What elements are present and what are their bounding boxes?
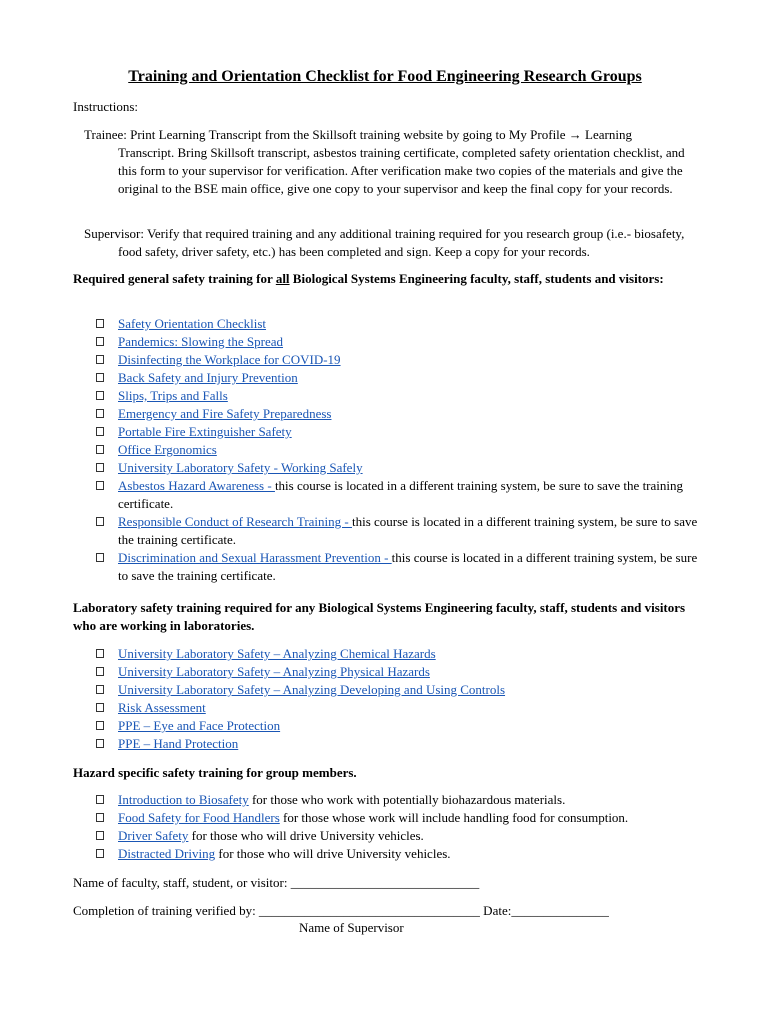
training-link[interactable]: Food Safety for Food Handlers xyxy=(118,810,280,825)
training-link[interactable]: PPE – Hand Protection xyxy=(118,736,239,751)
checkbox[interactable] xyxy=(96,355,104,364)
checkbox[interactable] xyxy=(96,703,104,712)
training-link[interactable]: University Laboratory Safety – Analyzing Physical Hazards xyxy=(118,664,430,679)
training-link[interactable]: Safety Orientation Checklist xyxy=(118,316,267,331)
checkbox[interactable] xyxy=(96,319,104,328)
checklist-item xyxy=(95,333,700,351)
checkbox[interactable] xyxy=(96,831,104,840)
checklist-item xyxy=(95,717,700,735)
training-link[interactable]: Risk Assessment xyxy=(118,700,206,715)
training-link[interactable]: Portable Fire Extinguisher Safety xyxy=(118,424,292,439)
general-training-list xyxy=(95,315,700,585)
checkbox[interactable] xyxy=(96,373,104,382)
item-note: for those who work with potentially biohazardous materials. xyxy=(248,792,566,807)
training-link[interactable]: Disinfecting the Workplace for COVID-19 xyxy=(118,352,341,367)
checklist-item xyxy=(95,549,700,585)
checklist-item xyxy=(95,459,700,477)
checklist-item xyxy=(95,441,700,459)
training-link[interactable]: Slips, Trips and Falls xyxy=(118,388,228,403)
checkbox[interactable] xyxy=(96,391,104,400)
checkbox[interactable] xyxy=(96,849,104,858)
training-link[interactable]: Distracted Driving xyxy=(118,846,216,861)
item-note: for those who will drive University vehicles. xyxy=(215,846,451,861)
item-note: for those whose work will include handling food for consumption. xyxy=(279,810,629,825)
instructions-label: Instructions: xyxy=(73,99,138,114)
checklist-item xyxy=(95,477,700,513)
checklist-item xyxy=(95,369,700,387)
name-field-line[interactable]: Name of faculty, staff, student, or visitor: _____________________________ xyxy=(73,875,480,890)
training-link[interactable]: University Laboratory Safety – Analyzing Chemical Hazards xyxy=(118,646,436,661)
checklist-item xyxy=(95,699,700,717)
hazard-training-heading: Hazard specific safety training for group members. xyxy=(73,765,357,780)
training-link[interactable]: Driver Safety xyxy=(118,828,189,843)
checklist-item xyxy=(95,845,700,863)
checkbox[interactable] xyxy=(96,795,104,804)
checkbox[interactable] xyxy=(96,667,104,676)
training-link[interactable]: Back Safety and Injury Prevention xyxy=(118,370,298,385)
checkbox[interactable] xyxy=(96,517,104,526)
item-note: this course is located in a different training system, be sure to save the training certificate. xyxy=(118,478,684,511)
training-link[interactable]: Emergency and Fire Safety Preparedness xyxy=(118,406,332,421)
item-note: for those who will drive University vehicles. xyxy=(188,828,424,843)
item-note: this course is located in a different training system, be sure to save the training certificate. xyxy=(118,550,698,583)
checkbox[interactable] xyxy=(96,813,104,822)
training-link[interactable]: Pandemics: Slowing the Spread xyxy=(118,334,284,349)
training-link[interactable]: Discrimination and Sexual Harassment Prevention - xyxy=(118,550,392,565)
training-link[interactable]: Asbestos Hazard Awareness - xyxy=(118,478,275,493)
checklist-item xyxy=(95,315,700,333)
checklist-item xyxy=(95,791,700,809)
training-link[interactable]: University Laboratory Safety – Analyzing Developing and Using Controls xyxy=(118,682,506,697)
trainee-instructions: Trainee: Print Learning Transcript from the Skillsoft training website by going to My Profile → Learning Transcript. Bring Skillsoft transcript, asbestos training certificate, completed safety orientation checklist, and this form to your supervisor for verification. After verification make two copies of the materials and give the original to the BSE main office, give one copy to your supervisor and keep the final copy for your records. xyxy=(84,127,685,196)
supervisor-instructions: Supervisor: Verify that required training and any additional training required for you research group (i.e.- biosafety, food safety, driver safety, etc.) has been completed and sign. Keep a copy for your records. xyxy=(84,226,685,259)
checkbox[interactable] xyxy=(96,427,104,436)
hazard-training-list xyxy=(95,791,700,863)
checklist-item xyxy=(95,387,700,405)
checkbox[interactable] xyxy=(96,649,104,658)
lab-training-list xyxy=(95,645,700,753)
checklist-item xyxy=(95,351,700,369)
checklist-item xyxy=(95,513,700,549)
training-link[interactable]: Responsible Conduct of Research Training - xyxy=(118,514,352,529)
checkbox[interactable] xyxy=(96,445,104,454)
checklist-item xyxy=(95,809,700,827)
checklist-item xyxy=(95,681,700,699)
training-link[interactable]: Office Ergonomics xyxy=(118,442,217,457)
checkbox[interactable] xyxy=(96,463,104,472)
checkbox[interactable] xyxy=(96,739,104,748)
checklist-item xyxy=(95,827,700,845)
checkbox[interactable] xyxy=(96,685,104,694)
lab-training-heading: Laboratory safety training required for any Biological Systems Engineering faculty, staff, students and visitors who are working in laboratories. xyxy=(73,600,686,633)
training-link[interactable]: Introduction to Biosafety xyxy=(118,792,249,807)
page-title: Training and Orientation Checklist for Food Engineering Research Groups xyxy=(128,68,642,85)
checklist-item xyxy=(95,645,700,663)
checklist-item xyxy=(95,663,700,681)
checklist-item xyxy=(95,405,700,423)
checkbox[interactable] xyxy=(96,481,104,490)
item-note: this course is located in a different training system, be sure to save the training certificate. xyxy=(118,514,698,547)
supervisor-caption: Name of Supervisor xyxy=(299,920,404,935)
checkbox[interactable] xyxy=(96,553,104,562)
checklist-item xyxy=(95,423,700,441)
checkbox[interactable] xyxy=(96,409,104,418)
checklist-item xyxy=(95,735,700,753)
checkbox[interactable] xyxy=(96,337,104,346)
general-training-heading: Required general safety training for all Biological Systems Engineering faculty, staff, students and visitors: xyxy=(73,271,664,286)
verification-field-line[interactable]: Completion of training verified by: __________________________________ Date:_______________ xyxy=(73,903,609,918)
checkbox[interactable] xyxy=(96,721,104,730)
training-link[interactable]: University Laboratory Safety - Working Safely xyxy=(118,460,363,475)
training-link[interactable]: PPE – Eye and Face Protection xyxy=(118,718,281,733)
